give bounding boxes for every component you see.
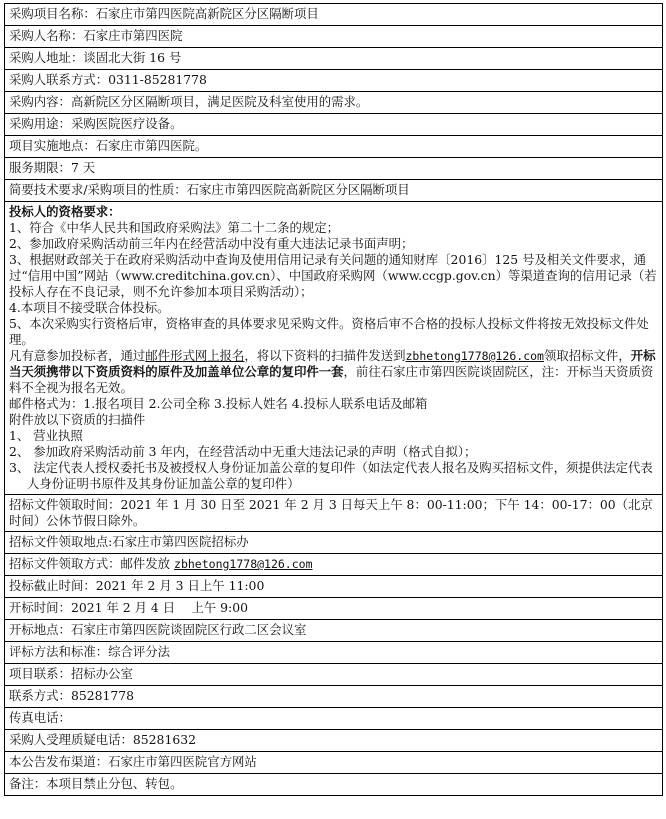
registration-text-a: 凡有意参加投标者，通过 <box>9 348 146 363</box>
procurement-notice-table <box>4 3 663 796</box>
email-format: 邮件格式为：1.报名项目 2.公司全称 3.投标人姓名 4.投标人联系电话及邮箱 <box>9 396 428 411</box>
purchase-content: 采购内容：高新院区分区隔断项目，满足医院及科室使用的需求。 <box>5 92 663 114</box>
registration-method-link: 邮件形式网上报名 <box>145 348 245 363</box>
qualification-item-3: 3、根据财政部关于在政府采购活动中查询及使用信用记录有关问题的通知财库〔2016〕125 号及相关文件要求，通过“信用中国”网站（www.creditchina.gov.cn）、中国政府采购网（www.ccgp.gov.cn）等渠道查询的信用记录（若投标人存在不良记录，则不允许参加本项目采购活动）； <box>9 252 657 299</box>
registration-email-link[interactable]: zbhetong1778@126.com <box>405 349 544 363</box>
phone-row <box>5 686 663 708</box>
doc-method-email-link[interactable]: zbhetong1778@126.com <box>174 557 313 571</box>
bid-open-time: 开标时间：2021 年 2 月 4 日 上午 9:00 <box>5 598 663 620</box>
remark-row <box>5 774 663 796</box>
qualification-row <box>5 202 663 495</box>
attachment-item-2: 2、 参加政府采购活动前 3 年内，在经营活动中无重大违法记录的声明（格式自拟）； <box>9 444 477 459</box>
registration-text-b: ，将以下资料的扫描件发送到 <box>244 348 406 363</box>
qualification-item-2: 2、参加政府采购活动前三年内在经营活动中没有重大违法记录书面声明； <box>9 236 414 251</box>
purchaser-address: 采购人地址：谈固北大街 16 号 <box>5 48 663 70</box>
purchaser-address-row <box>5 48 663 70</box>
project-name: 采购项目名称：石家庄市第四医院高新院区分区隔断项目 <box>5 4 663 26</box>
doc-collection-place: 招标文件领取地点:石家庄市第四医院招标办 <box>5 532 663 554</box>
attachment-item-3: 3、 法定代表人授权委托书及被授权人身份证加盖公章的复印件（如法定代表人报名及购买招标文件，须提供法定代表人身份证明书原件及其身份证加盖公章的复印件） <box>9 460 653 491</box>
purchaser-name: 采购人名称：石家庄市第四医院 <box>5 26 663 48</box>
qualification-heading: 投标人的资格要求： <box>9 204 121 219</box>
evaluation-method: 评标方法和标准：综合评分法 <box>5 642 663 664</box>
deadline-row <box>5 576 663 598</box>
contact-phone: 联系方式：85281778 <box>5 686 663 708</box>
brief-requirements: 简要技术要求/采购项目的性质：石家庄市第四医院高新院区分区隔断项目 <box>5 180 663 202</box>
registration-bold-requirement: 开标当天须携带以下资质资料的原件及加盖单位公章的复印件一套 <box>9 348 656 379</box>
purchaser-name-row <box>5 26 663 48</box>
project-name-row <box>5 4 663 26</box>
publish-channel: 本公告发布渠道：石家庄市第四医院官方网站 <box>5 752 663 774</box>
project-contact-row <box>5 664 663 686</box>
evaluation-row <box>5 642 663 664</box>
registration-text-c: 领取招标文件， <box>543 348 631 363</box>
bid-deadline: 投标截止时间：2021 年 2 月 3 日上午 11:00 <box>5 576 663 598</box>
fax-row <box>5 708 663 730</box>
qualification-item-1: 1、符合《中华人民共和国政府采购法》第二十二条的规定； <box>9 220 340 235</box>
attachment-item-1: 1、 营业执照 <box>9 428 83 443</box>
bid-open-place: 开标地点：石家庄市第四医院谈固院区行政二区会议室 <box>5 620 663 642</box>
project-location: 项目实施地点：石家庄市第四医院。 <box>5 136 663 158</box>
doc-method-label: 招标文件领取方式：邮件发放 <box>9 556 171 571</box>
location-row <box>5 136 663 158</box>
qualification-block <box>5 202 663 495</box>
registration-paragraph <box>9 348 658 396</box>
service-period: 服务期限：7 天 <box>5 158 663 180</box>
doc-collection-method <box>5 554 663 576</box>
open-time-row <box>5 598 663 620</box>
registration-text-d: ，前往石家庄市第四医院谈固院区，注：开标当天资质资料不全视为报名无效。 <box>9 364 654 395</box>
attachment-heading: 附件放以下资质的扫描件 <box>9 412 146 427</box>
doc-method-row <box>5 554 663 576</box>
complaint-phone-row <box>5 730 663 752</box>
doc-collection-time: 招标文件领取时间：2021 年 1 月 30 日至 2021 年 2 月 3 日每天上午 8：00-11:00；下午 14：00-17：00（北京时间）公休节假日除外。 <box>5 495 663 532</box>
open-place-row <box>5 620 663 642</box>
purchase-usage: 采购用途：采购医院医疗设备。 <box>5 114 663 136</box>
content-row <box>5 92 663 114</box>
purchaser-contact: 采购人联系方式：0311-85281778 <box>5 70 663 92</box>
qualification-item-4: 4.本项目不接受联合体投标。 <box>9 300 170 315</box>
usage-row <box>5 114 663 136</box>
doc-place-row <box>5 532 663 554</box>
doc-time-row <box>5 495 663 532</box>
requirements-row <box>5 180 663 202</box>
service-period-row <box>5 158 663 180</box>
channel-row <box>5 752 663 774</box>
project-contact: 项目联系：招标办公室 <box>5 664 663 686</box>
complaint-phone: 采购人受理质疑电话：85281632 <box>5 730 663 752</box>
fax-number: 传真电话： <box>5 708 663 730</box>
remark: 备注：本项目禁止分包、转包。 <box>5 774 663 796</box>
qualification-item-5: 5、本次采购实行资格后审，资格审查的具体要求见采购文件。资格后审不合格的投标人投标文件将按无效投标文件处理。 <box>9 316 649 347</box>
purchaser-contact-row <box>5 70 663 92</box>
